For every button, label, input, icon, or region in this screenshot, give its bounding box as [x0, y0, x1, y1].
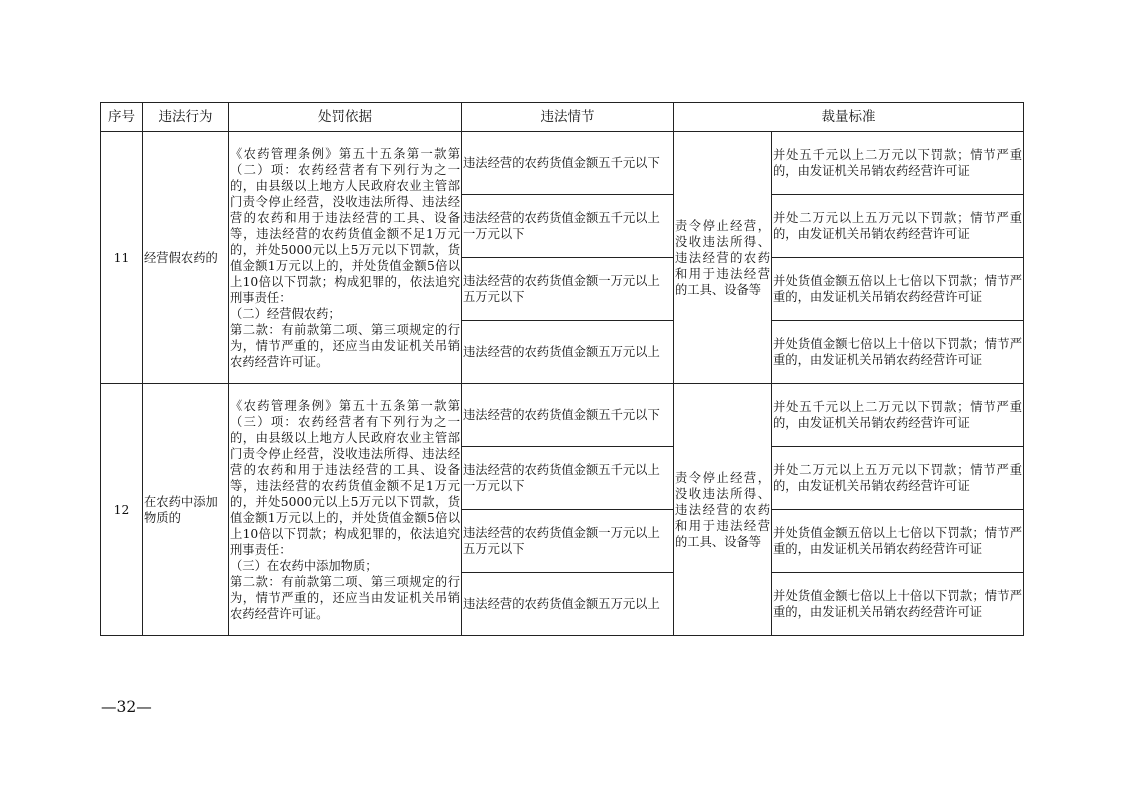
basis-item: （二）经营假农药；	[230, 306, 341, 321]
violation-plot: 违法经营的农药货值金额五万元以上	[462, 321, 674, 384]
violation-plot: 违法经营的农药货值金额五千元以上一万元以下	[462, 447, 674, 510]
table-header-row	[101, 103, 1024, 132]
page-number: —32—	[101, 698, 152, 716]
common-measure: 责令停止经营，没收违法所得、违法经营的农药和用于违法经营的工具、设备等	[674, 132, 772, 384]
header-no: 序号	[101, 103, 143, 132]
basis-paragraph: 第二款：有前款第二项、第三项规定的行为，情节严重的，还应当由发证机关吊销农药经营许可证。	[230, 574, 460, 621]
discretion-standard: 并处五千元以上二万元以下罚款；情节严重的，由发证机关吊销农药经营许可证	[772, 132, 1024, 195]
header-basis: 处罚依据	[229, 103, 462, 132]
basis-clause: 《农药管理条例》第五十五条第一款第（二）项：农药经营者有下列行为之一的，由县级以上地方人民政府农业主管部门责令停止经营，没收违法所得、违法经营的农药和用于违法经营的工具、设备等，违法经营的农药货值金额不足1万元的，并处5000元以上5万元以下罚款，货值金额1万元以上的，并处货值金额5倍以上10倍以下罚款；构成犯罪的，依法追究刑事责任：	[230, 146, 460, 305]
violation-plot: 违法经营的农药货值金额五千元以上一万元以下	[462, 195, 674, 258]
violation-act: 在农药中添加物质的	[143, 384, 229, 636]
violation-act: 经营假农药的	[143, 132, 229, 384]
table-row	[101, 384, 1024, 447]
penalty-discretion-table	[100, 102, 1024, 636]
row-number: 12	[101, 384, 143, 636]
discretion-standard: 并处货值金额五倍以上七倍以下罚款；情节严重的，由发证机关吊销农药经营许可证	[772, 258, 1024, 321]
discretion-standard: 并处货值金额七倍以上十倍以下罚款；情节严重的，由发证机关吊销农药经营许可证	[772, 573, 1024, 636]
violation-plot: 违法经营的农药货值金额五万元以上	[462, 573, 674, 636]
basis-paragraph: 第二款：有前款第二项、第三项规定的行为，情节严重的，还应当由发证机关吊销农药经营许可证。	[230, 322, 460, 369]
table-row	[101, 132, 1024, 195]
discretion-standard: 并处货值金额五倍以上七倍以下罚款；情节严重的，由发证机关吊销农药经营许可证	[772, 510, 1024, 573]
header-plot: 违法情节	[462, 103, 674, 132]
violation-plot: 违法经营的农药货值金额五千元以下	[462, 132, 674, 195]
discretion-standard: 并处二万元以上五万元以下罚款；情节严重的，由发证机关吊销农药经营许可证	[772, 195, 1024, 258]
row-number: 11	[101, 132, 143, 384]
basis-item: （三）在农药中添加物质；	[230, 558, 378, 573]
common-measure: 责令停止经营，没收违法所得、违法经营的农药和用于违法经营的工具、设备等	[674, 384, 772, 636]
violation-plot: 违法经营的农药货值金额一万元以上五万元以下	[462, 258, 674, 321]
penalty-basis	[229, 132, 462, 384]
basis-clause: 《农药管理条例》第五十五条第一款第（三）项：农药经营者有下列行为之一的，由县级以上地方人民政府农业主管部门责令停止经营，没收违法所得、违法经营的农药和用于违法经营的工具、设备等，违法经营的农药货值金额不足1万元的，并处5000元以上5万元以下罚款，货值金额1万元以上的，并处货值金额5倍以上10倍以下罚款；构成犯罪的，依法追究刑事责任：	[230, 398, 460, 557]
penalty-basis	[229, 384, 462, 636]
violation-plot: 违法经营的农药货值金额一万元以上五万元以下	[462, 510, 674, 573]
discretion-standard: 并处五千元以上二万元以下罚款；情节严重的，由发证机关吊销农药经营许可证	[772, 384, 1024, 447]
discretion-standard: 并处二万元以上五万元以下罚款；情节严重的，由发证机关吊销农药经营许可证	[772, 447, 1024, 510]
discretion-standard: 并处货值金额七倍以上十倍以下罚款；情节严重的，由发证机关吊销农药经营许可证	[772, 321, 1024, 384]
header-act: 违法行为	[143, 103, 229, 132]
violation-plot: 违法经营的农药货值金额五千元以下	[462, 384, 674, 447]
header-std: 裁量标准	[674, 103, 1024, 132]
